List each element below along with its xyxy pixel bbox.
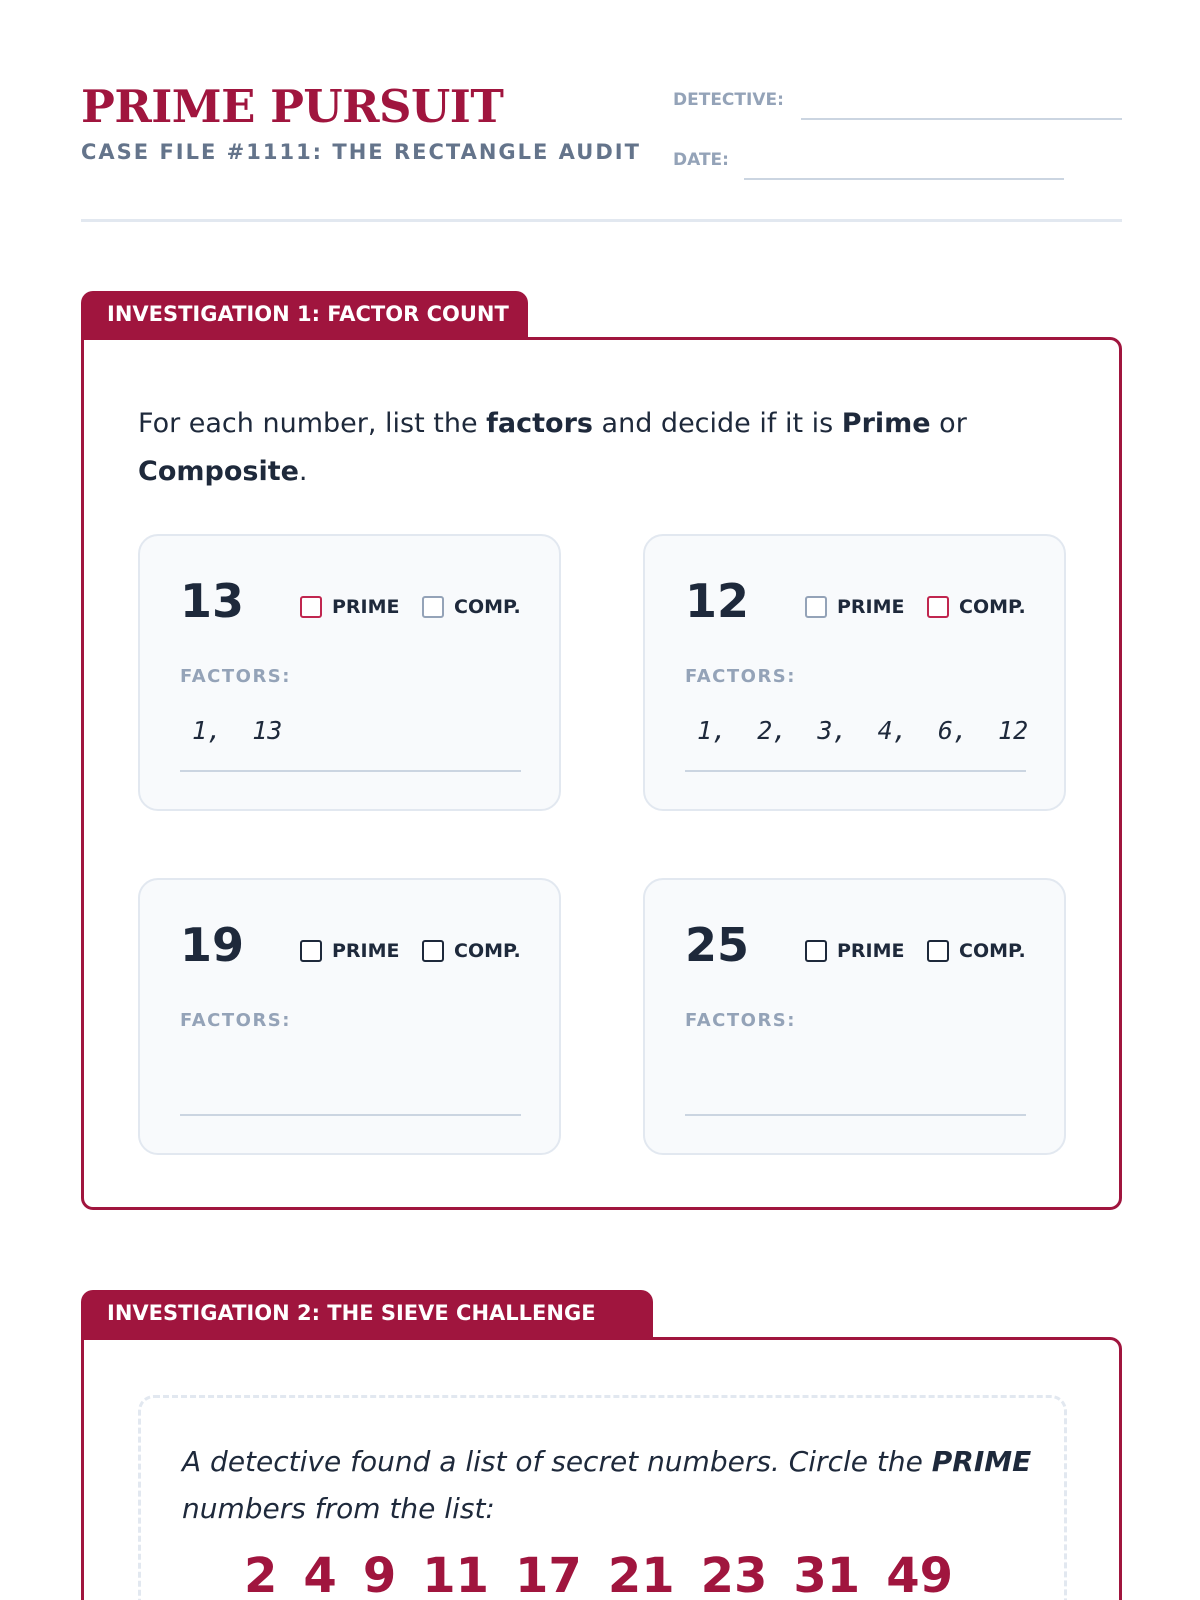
factors-line [180,770,521,772]
comp-checkbox[interactable] [422,596,444,618]
detective-field[interactable] [801,118,1122,120]
factors-answer[interactable]: 1, 2, 3, 4, 6, 12 [697,716,1029,745]
investigation-1-panel [81,337,1122,1210]
secret-number[interactable]: 9 [362,1548,397,1600]
secret-number[interactable]: 11 [422,1548,490,1600]
card-number: 19 [180,918,245,972]
sieve-box [138,1395,1067,1600]
comp-label: COMP. [454,940,521,962]
prime-option[interactable] [300,596,400,618]
factors-line [180,1114,521,1116]
secret-numbers-list [244,1548,953,1600]
intro-text: and decide if it is [592,408,842,439]
factors-line [685,1114,1026,1116]
prime-checkbox[interactable] [300,940,322,962]
prime-checkbox[interactable] [805,596,827,618]
factors-line [685,770,1026,772]
date-field[interactable] [744,178,1064,180]
date-label: DATE: [673,150,729,170]
comp-label: COMP. [454,596,521,618]
intro-text: . [298,456,308,487]
secret-number[interactable]: 21 [607,1548,675,1600]
prime-option[interactable] [805,596,905,618]
prime-label: PRIME [837,596,905,618]
investigation-1-instructions [138,400,988,496]
secret-number[interactable]: 17 [515,1548,582,1600]
intro-emphasis-composite: Composite [138,456,299,487]
secret-number[interactable]: 2 [244,1548,278,1600]
worksheet-header [81,78,1122,222]
prime-label: PRIME [332,940,400,962]
sieve-text: numbers from the list: [182,1492,495,1525]
card-number: 12 [685,574,750,628]
prime-label: PRIME [332,596,400,618]
comp-option[interactable] [422,940,521,962]
prime-checkbox[interactable] [805,940,827,962]
factors-label: FACTORS: [180,666,291,687]
intro-emphasis-prime: Prime [841,408,931,439]
number-card [643,878,1066,1155]
detective-label: DETECTIVE: [673,90,784,110]
prime-label: PRIME [837,940,905,962]
investigation-2-panel [81,1337,1122,1600]
page-title: PRIME PURSUIT [81,80,504,133]
comp-checkbox[interactable] [422,940,444,962]
secret-number[interactable]: 23 [700,1548,768,1600]
secret-number[interactable]: 31 [793,1548,861,1600]
factors-label: FACTORS: [685,666,796,687]
factors-label: FACTORS: [685,1010,796,1031]
intro-text: For each number, list the [138,408,487,439]
secret-number[interactable]: 4 [303,1548,337,1600]
card-number: 25 [685,918,750,972]
prime-option[interactable] [805,940,905,962]
intro-emphasis-factors: factors [486,408,593,439]
comp-option[interactable] [422,596,521,618]
page-subtitle: CASE FILE #1111: THE RECTANGLE AUDIT [81,140,641,164]
sieve-emphasis-prime: PRIME [931,1445,1032,1478]
sieve-instructions [182,1438,1032,1532]
intro-text: or [930,408,967,439]
prime-checkbox[interactable] [300,596,322,618]
comp-option[interactable] [927,596,1026,618]
comp-checkbox[interactable] [927,596,949,618]
comp-checkbox[interactable] [927,940,949,962]
comp-option[interactable] [927,940,1026,962]
prime-option[interactable] [300,940,400,962]
investigation-1-tab: INVESTIGATION 1: FACTOR COUNT [81,291,528,339]
number-card [138,534,561,811]
factors-answer[interactable]: 1, 13 [192,716,283,745]
secret-number[interactable]: 49 [886,1548,953,1600]
factors-label: FACTORS: [180,1010,291,1031]
card-number: 13 [180,574,245,628]
number-card [138,878,561,1155]
comp-label: COMP. [959,596,1026,618]
comp-label: COMP. [959,940,1026,962]
number-card [643,534,1066,811]
sieve-text: A detective found a list of secret numbers. Circle the [182,1445,932,1478]
investigation-2-tab: INVESTIGATION 2: THE SIEVE CHALLENGE [81,1290,653,1338]
